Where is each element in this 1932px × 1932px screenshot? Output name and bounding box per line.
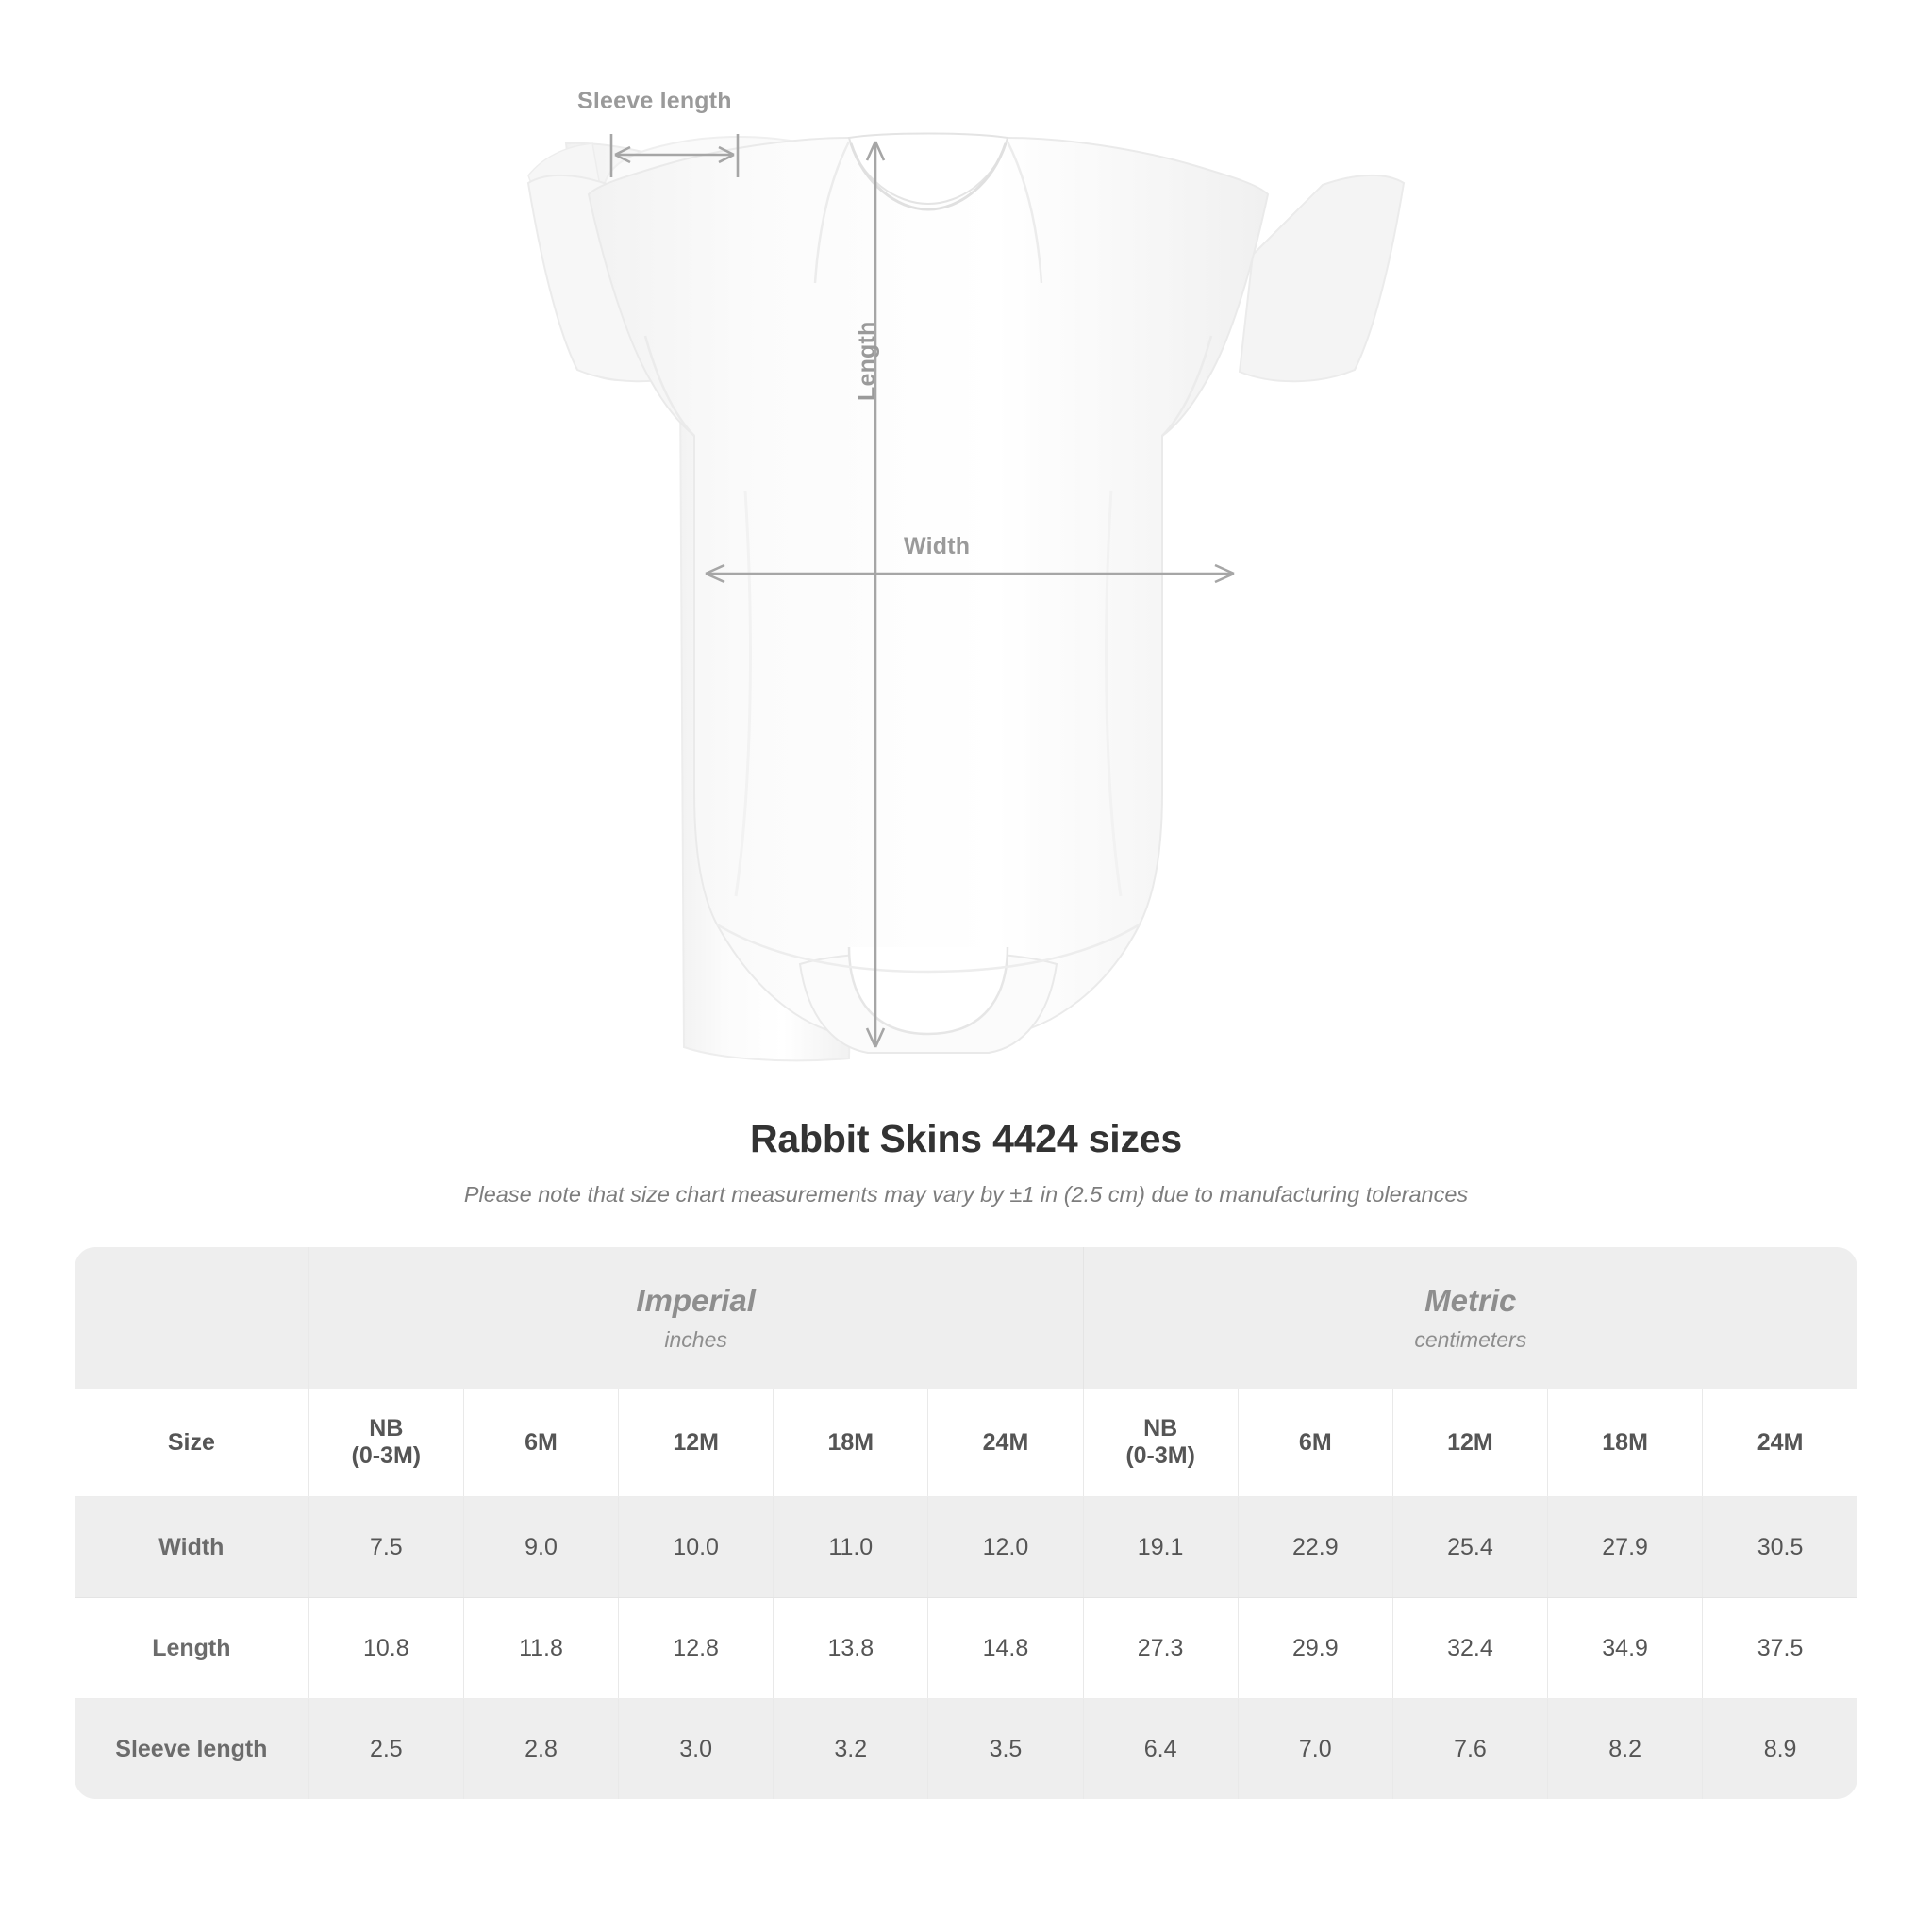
cell-sleeve-metric-24m: 8.9 (1703, 1699, 1857, 1800)
column-header-imperial-nb-sub: (0-3M) (351, 1442, 422, 1469)
cell-sleeve-metric-18m: 8.2 (1548, 1699, 1703, 1800)
title-block (0, 1117, 1932, 1208)
column-header-metric-nb-label: NB (1143, 1415, 1178, 1441)
cell-width-metric-18m: 27.9 (1548, 1497, 1703, 1598)
cell-width-imperial-12m: 10.0 (619, 1497, 774, 1598)
cell-length-imperial-6m: 11.8 (463, 1598, 618, 1699)
column-header-metric-6m: 6M (1238, 1389, 1392, 1497)
cell-length-metric-12m: 32.4 (1392, 1598, 1547, 1699)
cell-length-metric-18m: 34.9 (1548, 1598, 1703, 1699)
cell-width-metric-nb: 19.1 (1083, 1497, 1238, 1598)
size-header-row (75, 1389, 1857, 1497)
column-header-imperial-nb-label: NB (369, 1415, 404, 1441)
unit-group-metric-sub: centimeters (1414, 1327, 1527, 1352)
size-table-container (75, 1247, 1857, 1799)
cell-length-imperial-12m: 12.8 (619, 1598, 774, 1699)
unit-group-metric (1083, 1247, 1857, 1389)
cell-length-metric-nb: 27.3 (1083, 1598, 1238, 1699)
table-row (75, 1497, 1857, 1598)
cell-width-imperial-nb: 7.5 (308, 1497, 463, 1598)
unit-group-imperial-name: Imperial (636, 1283, 756, 1318)
unit-group-imperial-sub: inches (664, 1327, 727, 1352)
cell-sleeve-metric-nb: 6.4 (1083, 1699, 1238, 1800)
unit-group-imperial (308, 1247, 1083, 1389)
column-header-imperial-24m: 24M (928, 1389, 1083, 1497)
annotation-width: Width (904, 533, 971, 559)
column-header-metric-24m: 24M (1703, 1389, 1857, 1497)
column-header-metric-18m: 18M (1548, 1389, 1703, 1497)
cell-width-metric-24m: 30.5 (1703, 1497, 1857, 1598)
row-label-length: Length (75, 1598, 308, 1699)
annotation-length: Length (854, 321, 880, 401)
column-header-metric-nb-sub: (0-3M) (1125, 1442, 1195, 1469)
cell-width-imperial-6m: 9.0 (463, 1497, 618, 1598)
cell-width-imperial-24m: 12.0 (928, 1497, 1083, 1598)
column-header-imperial-12m: 12M (619, 1389, 774, 1497)
column-header-imperial-18m: 18M (774, 1389, 928, 1497)
cell-sleeve-imperial-18m: 3.2 (774, 1699, 928, 1800)
row-label-sleeve-length: Sleeve length (75, 1699, 308, 1800)
cell-length-metric-6m: 29.9 (1238, 1598, 1392, 1699)
cell-sleeve-imperial-6m: 2.8 (463, 1699, 618, 1800)
cell-sleeve-imperial-12m: 3.0 (619, 1699, 774, 1800)
unit-header-row (75, 1247, 1857, 1389)
cell-sleeve-imperial-24m: 3.5 (928, 1699, 1083, 1800)
cell-sleeve-imperial-nb: 2.5 (308, 1699, 463, 1800)
page-title: Rabbit Skins 4424 sizes (749, 1117, 1182, 1160)
cell-sleeve-metric-6m: 7.0 (1238, 1699, 1392, 1800)
cell-length-imperial-18m: 13.8 (774, 1598, 928, 1699)
column-header-imperial-nb (308, 1389, 463, 1497)
column-header-metric-nb (1083, 1389, 1238, 1497)
row-label-width: Width (75, 1497, 308, 1598)
cell-length-metric-24m: 37.5 (1703, 1598, 1857, 1699)
cell-length-imperial-nb: 10.8 (308, 1598, 463, 1699)
unit-group-metric-name: Metric (1424, 1283, 1517, 1318)
unit-header-spacer (75, 1247, 308, 1389)
cell-width-imperial-18m: 11.0 (774, 1497, 928, 1598)
column-header-size: Size (75, 1389, 308, 1497)
annotation-sleeve-length: Sleeve length (577, 88, 732, 114)
cell-sleeve-metric-12m: 7.6 (1392, 1699, 1547, 1800)
table-row (75, 1699, 1857, 1800)
column-header-metric-12m: 12M (1392, 1389, 1547, 1497)
measurement-note: Please note that size chart measurements may vary by ±1 in (2.5 cm) due to manufacturing tolerances (463, 1182, 1469, 1207)
size-table (75, 1247, 1857, 1799)
cell-width-metric-12m: 25.4 (1392, 1497, 1547, 1598)
cell-length-imperial-24m: 14.8 (928, 1598, 1083, 1699)
table-row (75, 1598, 1857, 1699)
column-header-imperial-6m: 6M (463, 1389, 618, 1497)
cell-width-metric-6m: 22.9 (1238, 1497, 1392, 1598)
